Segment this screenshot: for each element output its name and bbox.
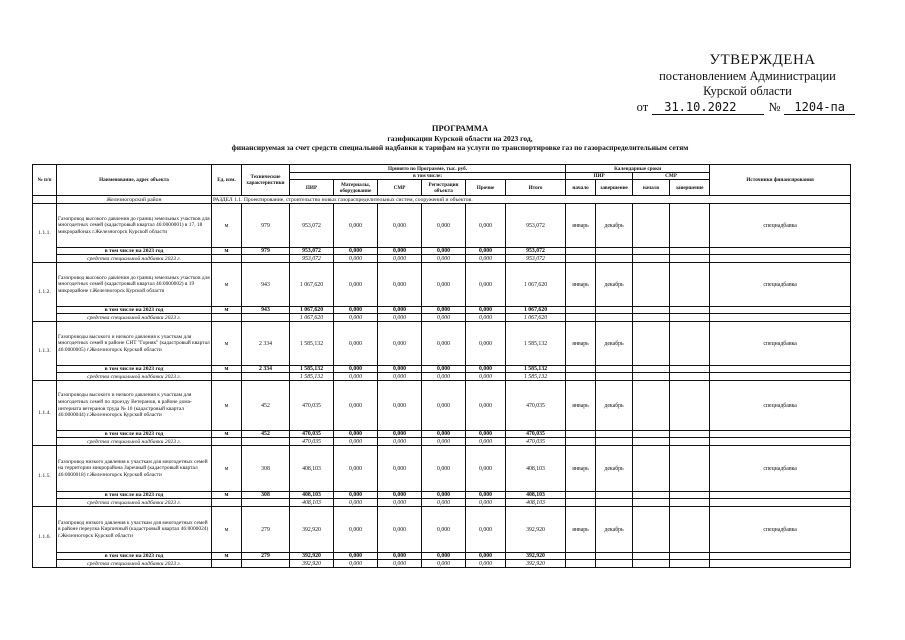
cell-end: декабрь xyxy=(596,446,633,492)
row-num: 1.1.4. xyxy=(33,381,57,446)
sub-reg: 0,000 xyxy=(422,431,466,438)
sub-reg: 0,000 xyxy=(422,492,466,499)
fund-oth: 0,000 xyxy=(466,314,506,322)
cell-tot: 1 585,132 xyxy=(506,322,566,366)
cell-smr: 0,000 xyxy=(378,263,422,307)
funding-label: средства специальной надбавки 2023 г. xyxy=(57,373,212,381)
cell-oth: 0,000 xyxy=(466,446,506,492)
sub-unit: м xyxy=(212,307,242,314)
program-title-block xyxy=(150,124,770,153)
col-total: Итого xyxy=(506,180,566,196)
fund-smr: 0,000 xyxy=(378,499,422,507)
fund-pir: 953,072 xyxy=(290,255,334,263)
sub-oth: 0,000 xyxy=(466,307,506,314)
cell-len: 979 xyxy=(242,204,290,248)
funding-row xyxy=(33,560,851,568)
col-smr: СМР xyxy=(378,180,422,196)
fund-pir: 392,920 xyxy=(290,560,334,568)
col-start-smr: начало xyxy=(633,180,670,196)
cell-pir: 953,072 xyxy=(290,204,334,248)
col-source: Источники финансирования xyxy=(710,165,851,196)
sub-pir: 953,072 xyxy=(290,248,334,255)
sub-len: 979 xyxy=(242,248,290,255)
sub-reg: 0,000 xyxy=(422,366,466,373)
funding-label: средства специальной надбавки 2023 г. xyxy=(57,314,212,322)
col-reg: Регистрация объекта xyxy=(422,180,466,196)
sub-pir: 1 585,132 xyxy=(290,366,334,373)
sub-mat: 0,000 xyxy=(334,366,378,373)
cell-source: спецнадбавка xyxy=(710,381,851,431)
sub-oth: 0,000 xyxy=(466,553,506,560)
funding-label: средства специальной надбавки 2023 г. xyxy=(57,255,212,263)
sub-mat: 0,000 xyxy=(334,307,378,314)
subtotal-label: в том числе на 2023 год xyxy=(57,307,212,314)
table-row xyxy=(33,381,851,431)
sub-mat: 0,000 xyxy=(334,553,378,560)
cell-end: декабрь xyxy=(596,322,633,366)
cell-tot: 470,035 xyxy=(506,381,566,431)
cell-unit: м xyxy=(212,446,242,492)
col-name: Наименование, адрес объекта xyxy=(57,165,212,196)
sub-tot: 408,103 xyxy=(506,492,566,499)
program-subtitle: газификации Курской области на 2023 год, xyxy=(387,133,533,143)
fund-mat: 0,000 xyxy=(334,499,378,507)
subtotal-label: в том числе на 2023 год xyxy=(57,492,212,499)
funding-row xyxy=(33,314,851,322)
cell-smr: 0,000 xyxy=(378,322,422,366)
fund-smr: 0,000 xyxy=(378,373,422,381)
cell-start: январь xyxy=(566,322,596,366)
col-other: Прочие xyxy=(466,180,506,196)
row-num: 1.1.1. xyxy=(33,204,57,263)
object-name: Газопровод низкого давления к участкам для многодетных семей на территории микрорайона Заречный (кадастровый квартал 46:0000018) г.Железногорск Курской области xyxy=(57,446,212,492)
cell-tot: 408,103 xyxy=(506,446,566,492)
sub-unit: м xyxy=(212,431,242,438)
fund-smr: 0,000 xyxy=(378,560,422,568)
col-accepted: Принято по Программе, тыс. руб. xyxy=(290,165,566,173)
cell-end: декабрь xyxy=(596,507,633,553)
fund-tot: 408,103 xyxy=(506,499,566,507)
sub-smr: 0,000 xyxy=(378,492,422,499)
sub-len: 2 334 xyxy=(242,366,290,373)
subtotal-label: в том числе на 2023 год xyxy=(57,553,212,560)
cell-reg: 0,000 xyxy=(422,204,466,248)
col-num: № п/п xyxy=(33,165,57,196)
sub-mat: 0,000 xyxy=(334,492,378,499)
fund-tot: 1 585,132 xyxy=(506,373,566,381)
sub-smr: 0,000 xyxy=(378,366,422,373)
fund-reg: 0,000 xyxy=(422,438,466,446)
cell-reg: 0,000 xyxy=(422,507,466,553)
cell-source: спецнадбавка xyxy=(710,446,851,492)
table-row xyxy=(33,507,851,553)
fund-mat: 0,000 xyxy=(334,560,378,568)
cell-source: спецнадбавка xyxy=(710,322,851,366)
sub-tot: 470,035 xyxy=(506,431,566,438)
col-unit: Ед. изм. xyxy=(212,165,242,196)
cell-start: январь xyxy=(566,381,596,431)
cell-reg: 0,000 xyxy=(422,263,466,307)
funding-row xyxy=(33,438,851,446)
table-row xyxy=(33,263,851,307)
approval-block xyxy=(610,52,855,115)
object-name: Газопроводы высокого и низкого давления к участкам для многодетных семей по проезду Ветеранов, в районе дома-интерната ветеранов труда № 10 (кадастровый квартал 46:0000044) г.Железногорск Курской области xyxy=(57,381,212,431)
object-name: Газопроводы высокого и низкого давления к участкам для многодетных семей в районе СНТ "Горняк" (кадастровый квартал 46:0000005) г.Железногорск Курской области xyxy=(57,322,212,366)
cell-pir: 392,920 xyxy=(290,507,334,553)
cell-oth: 0,000 xyxy=(466,381,506,431)
fund-reg: 0,000 xyxy=(422,314,466,322)
sub-smr: 0,000 xyxy=(378,553,422,560)
sub-smr: 0,000 xyxy=(378,307,422,314)
sub-reg: 0,000 xyxy=(422,553,466,560)
fund-pir: 408,103 xyxy=(290,499,334,507)
cell-len: 308 xyxy=(242,446,290,492)
fund-mat: 0,000 xyxy=(334,314,378,322)
sub-tot: 392,920 xyxy=(506,553,566,560)
subtotal-row xyxy=(33,366,851,373)
from-label: от xyxy=(636,100,649,114)
cell-reg: 0,000 xyxy=(422,381,466,431)
number-label: № xyxy=(768,100,781,114)
funding-label: средства специальной надбавки 2023 г. xyxy=(57,499,212,507)
row-num: 1.1.5. xyxy=(33,446,57,507)
fund-reg: 0,000 xyxy=(422,499,466,507)
cell-smr: 0,000 xyxy=(378,507,422,553)
approval-number: 1204-па xyxy=(784,100,855,115)
fund-pir: 1 067,620 xyxy=(290,314,334,322)
col-materials: Материалы, оборудование xyxy=(334,180,378,196)
cell-smr: 0,000 xyxy=(378,446,422,492)
fund-oth: 0,000 xyxy=(466,255,506,263)
approval-line2: Курской области xyxy=(703,84,792,98)
cell-mat: 0,000 xyxy=(334,322,378,366)
cell-reg: 0,000 xyxy=(422,446,466,492)
row-num: 1.1.3. xyxy=(33,322,57,381)
cell-tot: 392,920 xyxy=(506,507,566,553)
fund-mat: 0,000 xyxy=(334,255,378,263)
fund-oth: 0,000 xyxy=(466,499,506,507)
cell-unit: м xyxy=(212,263,242,307)
sub-pir: 392,920 xyxy=(290,553,334,560)
col-incl: в том числе: xyxy=(290,173,566,180)
cell-end: декабрь xyxy=(596,381,633,431)
fund-smr: 0,000 xyxy=(378,438,422,446)
cell-smr: 0,000 xyxy=(378,204,422,248)
cell-start: январь xyxy=(566,204,596,248)
fund-oth: 0,000 xyxy=(466,560,506,568)
sub-reg: 0,000 xyxy=(422,248,466,255)
col-tech: Технические характеристики xyxy=(242,165,290,196)
fund-oth: 0,000 xyxy=(466,438,506,446)
sub-pir: 408,103 xyxy=(290,492,334,499)
cell-len: 2 334 xyxy=(242,322,290,366)
object-name: Газопровод высокого давления до границ земельных участков для многодетных семей (кадастровый квартал 46:0000002) в 19 микрорайоне г.Железногорск Курской области xyxy=(57,263,212,307)
cell-tot: 953,072 xyxy=(506,204,566,248)
cell-start: январь xyxy=(566,507,596,553)
cell-len: 943 xyxy=(242,263,290,307)
object-name: Газопровод высокого давления до границ земельных участков для многодетных семей (кадастровый квартал 46:0000001) в 17, 18 микрорайонах г.Железногорск Курской области xyxy=(57,204,212,248)
cell-source: спецнадбавка xyxy=(710,204,851,248)
cell-mat: 0,000 xyxy=(334,446,378,492)
cell-unit: м xyxy=(212,381,242,431)
subtotal-row xyxy=(33,431,851,438)
subtotal-row xyxy=(33,248,851,255)
cell-unit: м xyxy=(212,322,242,366)
sub-oth: 0,000 xyxy=(466,248,506,255)
fund-tot: 1 067,620 xyxy=(506,314,566,322)
col-end-smr: завершение xyxy=(670,180,710,196)
fund-tot: 953,072 xyxy=(506,255,566,263)
cell-start: январь xyxy=(566,446,596,492)
col-pir: ПИР xyxy=(290,180,334,196)
approval-date-row xyxy=(610,100,855,115)
funding-label: средства специальной надбавки 2023 г. xyxy=(57,438,212,446)
cell-oth: 0,000 xyxy=(466,507,506,553)
approval-date: 31.10.2022 xyxy=(652,100,764,115)
sub-pir: 1 067,620 xyxy=(290,307,334,314)
sub-oth: 0,000 xyxy=(466,366,506,373)
fund-reg: 0,000 xyxy=(422,560,466,568)
cell-mat: 0,000 xyxy=(334,204,378,248)
sub-smr: 0,000 xyxy=(378,431,422,438)
approval-heading: УТВЕРЖДЕНА xyxy=(709,52,816,68)
cell-mat: 0,000 xyxy=(334,263,378,307)
cell-pir: 1 067,620 xyxy=(290,263,334,307)
fund-smr: 0,000 xyxy=(378,314,422,322)
cell-mat: 0,000 xyxy=(334,381,378,431)
sub-mat: 0,000 xyxy=(334,431,378,438)
sub-len: 943 xyxy=(242,307,290,314)
fund-oth: 0,000 xyxy=(466,373,506,381)
sub-len: 452 xyxy=(242,431,290,438)
subtotal-row xyxy=(33,492,851,499)
sub-unit: м xyxy=(212,492,242,499)
fund-tot: 470,035 xyxy=(506,438,566,446)
sub-len: 279 xyxy=(242,553,290,560)
sub-oth: 0,000 xyxy=(466,492,506,499)
cell-pir: 1 585,132 xyxy=(290,322,334,366)
funding-row xyxy=(33,373,851,381)
cell-source: спецнадбавка xyxy=(710,263,851,307)
sub-smr: 0,000 xyxy=(378,248,422,255)
cell-end: декабрь xyxy=(596,263,633,307)
fund-mat: 0,000 xyxy=(334,373,378,381)
cell-unit: м xyxy=(212,507,242,553)
cell-unit: м xyxy=(212,204,242,248)
section-title: РАЗДЕЛ 1.1. Проектирование, строительство новых газораспределительных систем, сооружений и объектов. xyxy=(212,196,851,204)
sub-unit: м xyxy=(212,366,242,373)
sub-tot: 953,072 xyxy=(506,248,566,255)
cell-pir: 408,103 xyxy=(290,446,334,492)
cell-oth: 0,000 xyxy=(466,322,506,366)
subtotal-label: в том числе на 2023 год xyxy=(57,366,212,373)
cell-end: декабрь xyxy=(596,204,633,248)
fund-reg: 0,000 xyxy=(422,255,466,263)
sub-mat: 0,000 xyxy=(334,248,378,255)
sub-tot: 1 067,620 xyxy=(506,307,566,314)
col-cal-smr: СМР xyxy=(633,173,710,180)
program-table xyxy=(32,164,851,568)
cell-len: 452 xyxy=(242,381,290,431)
sub-pir: 470,035 xyxy=(290,431,334,438)
cell-source: спецнадбавка xyxy=(710,507,851,553)
row-num: 1.1.6. xyxy=(33,507,57,568)
program-title: ПРОГРАММА xyxy=(431,123,489,133)
sub-unit: м xyxy=(212,248,242,255)
fund-reg: 0,000 xyxy=(422,373,466,381)
program-financing: финансируемая за счет средств специальной надбавки к тарифам на услуги по транспортировке газ по газораспределительным сетям xyxy=(231,143,689,152)
sub-oth: 0,000 xyxy=(466,431,506,438)
fund-mat: 0,000 xyxy=(334,438,378,446)
col-end-pir: завершение xyxy=(596,180,633,196)
cell-start: январь xyxy=(566,263,596,307)
subtotal-label: в том числе на 2023 год xyxy=(57,248,212,255)
sub-reg: 0,000 xyxy=(422,307,466,314)
object-name: Газопровод низкого давления к участкам для многодетных семей в районе переулка Кирпичный (кадастровый квартал 46:0000024) г.Железногорск Курской области xyxy=(57,507,212,553)
table-row xyxy=(33,322,851,366)
sub-unit: м xyxy=(212,553,242,560)
funding-row xyxy=(33,255,851,263)
fund-smr: 0,000 xyxy=(378,255,422,263)
cell-len: 279 xyxy=(242,507,290,553)
subtotal-label: в том числе на 2023 год xyxy=(57,431,212,438)
cell-mat: 0,000 xyxy=(334,507,378,553)
approval-line1: постановлением Администрации xyxy=(659,69,836,83)
table-row xyxy=(33,446,851,492)
table-row xyxy=(33,204,851,248)
subtotal-row xyxy=(33,307,851,314)
cell-pir: 470,035 xyxy=(290,381,334,431)
funding-row xyxy=(33,499,851,507)
district-name: Железногорский район xyxy=(57,196,212,204)
cell-oth: 0,000 xyxy=(466,204,506,248)
subtotal-row xyxy=(33,553,851,560)
sub-tot: 1 585,132 xyxy=(506,366,566,373)
fund-pir: 470,035 xyxy=(290,438,334,446)
cell-reg: 0,000 xyxy=(422,322,466,366)
col-start-pir: начало xyxy=(566,180,596,196)
cell-oth: 0,000 xyxy=(466,263,506,307)
col-cal-pir: ПИР xyxy=(566,173,633,180)
row-num: 1.1.2. xyxy=(33,263,57,322)
fund-pir: 1 585,132 xyxy=(290,373,334,381)
fund-tot: 392,920 xyxy=(506,560,566,568)
cell-tot: 1 067,620 xyxy=(506,263,566,307)
funding-label: средства специальной надбавки 2023 г. xyxy=(57,560,212,568)
sub-len: 308 xyxy=(242,492,290,499)
cell-smr: 0,000 xyxy=(378,381,422,431)
col-calendar: Календарные сроки xyxy=(566,165,710,173)
